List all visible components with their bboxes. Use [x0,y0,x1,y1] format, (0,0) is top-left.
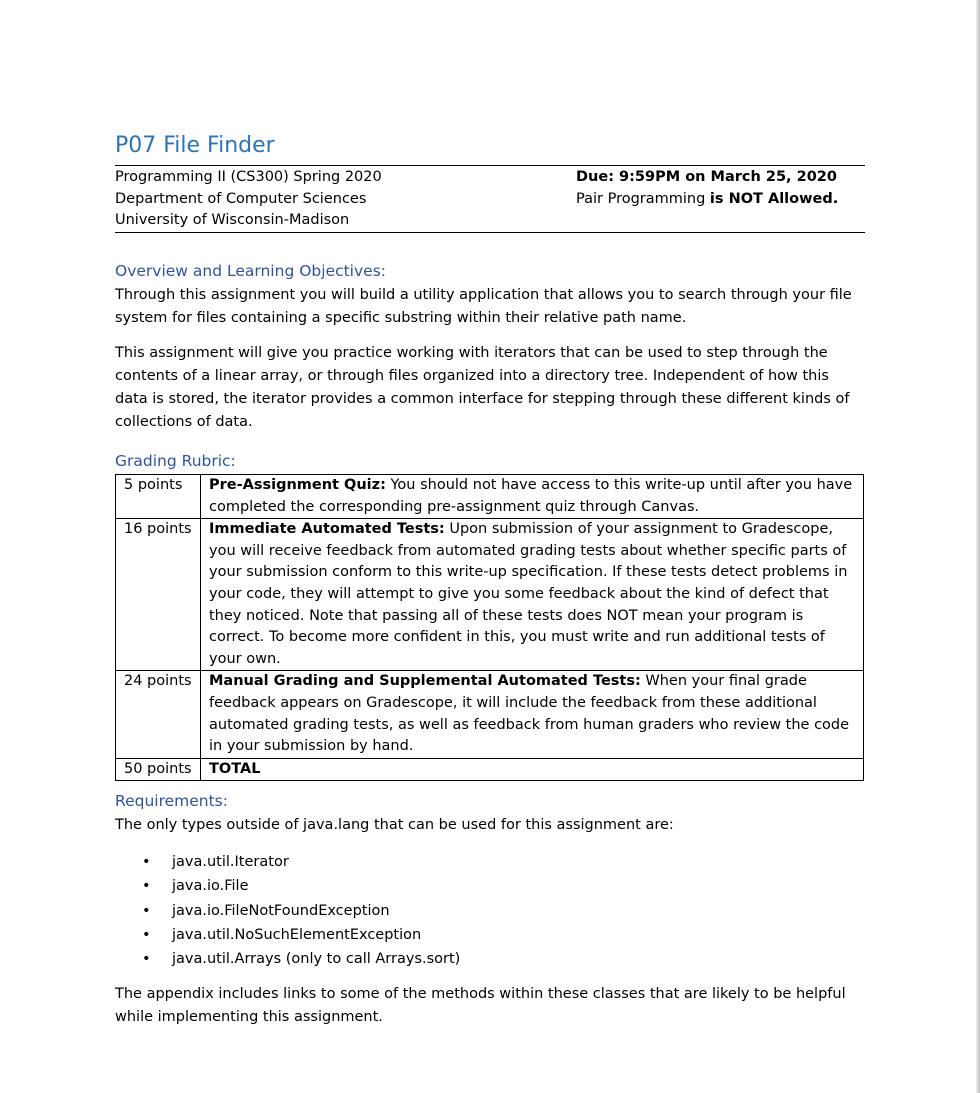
rubric-points: 5 points [116,475,201,519]
department-name: Department of Computer Sciences [115,190,367,207]
grading-rubric-heading: Grading Rubric: [115,452,236,470]
bullet-icon: • [142,902,151,919]
table-row [116,758,864,781]
requirements-heading: Requirements: [115,792,228,810]
bullet-icon: • [142,854,151,870]
rubric-description [201,671,864,758]
due-date: Due: 9:59PM on March 25, 2020 [576,169,837,185]
rubric-item-label: Pre-Assignment Quiz: [209,477,386,493]
rubric-description [201,519,864,671]
pair-programming-status: is NOT Allowed. [709,190,839,207]
rubric-points: 16 points [116,519,201,671]
rubric-points: 50 points [116,758,201,781]
course-name: Programming II (CS300) Spring 2020 [115,169,382,185]
list-item [115,899,460,923]
header-top-rule [115,165,865,166]
list-item-text: java.io.File [172,878,249,895]
rubric-description [201,758,864,781]
rubric-item-label: Immediate Automated Tests: [209,521,445,538]
list-item [115,923,460,947]
overview-heading: Overview and Learning Objectives: [115,262,387,280]
list-item-text: java.util.Iterator [172,854,289,870]
table-row [116,519,864,671]
pair-programming-prefix: Pair Programming [576,190,710,207]
bullet-icon: • [142,926,151,943]
university-name: University of Wisconsin-Madison [115,212,350,228]
document-title: P07 File Finder [115,133,275,158]
rubric-item-text: Upon submission of your assignment to Gradescope, you will receive feedback from automated grading tests about whether specific parts of your submission conform to this write-up specification. If these tests detect problems in your code, they will attempt to give you some feedback about the kind of defect that they noticed. Note that passing all of these tests does NOT mean your program is correct. To become more confident in this, you must write and run additional tests of your own. [209,521,848,667]
list-item [115,874,460,898]
rubric-item-text: When your final grade feedback appears on Gradescope, it will include the feedback from these additional automated grading tests, as well as feedback from human graders who review the code in your submission by hand. [209,673,850,755]
list-item-text: java.io.FileNotFoundException [172,902,390,919]
bullet-icon: • [142,951,151,968]
assignment-info [576,167,838,210]
requirements-outro: The appendix includes links to some of the methods within these classes that are likely to be helpful while implementing this assignment. [115,986,846,1025]
page-edge-shadow [976,0,980,1093]
overview-paragraph-1: Through this assignment you will build a utility application that allows you to search through your file system for files containing a specific substring within their relative path name. [115,287,852,326]
table-row [116,475,864,519]
rubric-points: 24 points [116,671,201,758]
rubric-item-label: TOTAL [209,760,261,777]
table-row [116,671,864,758]
allowed-types-list [115,850,460,971]
overview-paragraph-2: This assignment will give you practice working with iterators that can be used to step through the contents of a linear array, or through files organized into a directory tree. Independent of how this data is stored, the iterator provides a common interface for stepping through these different kinds of collections of data. [115,345,850,430]
course-info [115,167,382,232]
rubric-description [201,475,864,519]
header-bottom-rule [115,232,865,233]
grading-rubric-table [115,474,864,781]
rubric-item-label: Manual Grading and Supplemental Automated Tests: [209,673,641,690]
bullet-icon: • [142,878,151,895]
list-item-text: java.util.NoSuchElementException [172,926,422,943]
list-item [115,850,460,874]
list-item-text: java.util.Arrays (only to call Arrays.sort) [172,951,461,968]
rubric-item-text: You should not have access to this write-up until after you have completed the corresponding pre-assignment quiz through Canvas. [209,477,853,515]
list-item [115,947,460,971]
pair-programming-note [576,189,838,211]
requirements-intro: The only types outside of java.lang that can be used for this assignment are: [115,817,674,833]
